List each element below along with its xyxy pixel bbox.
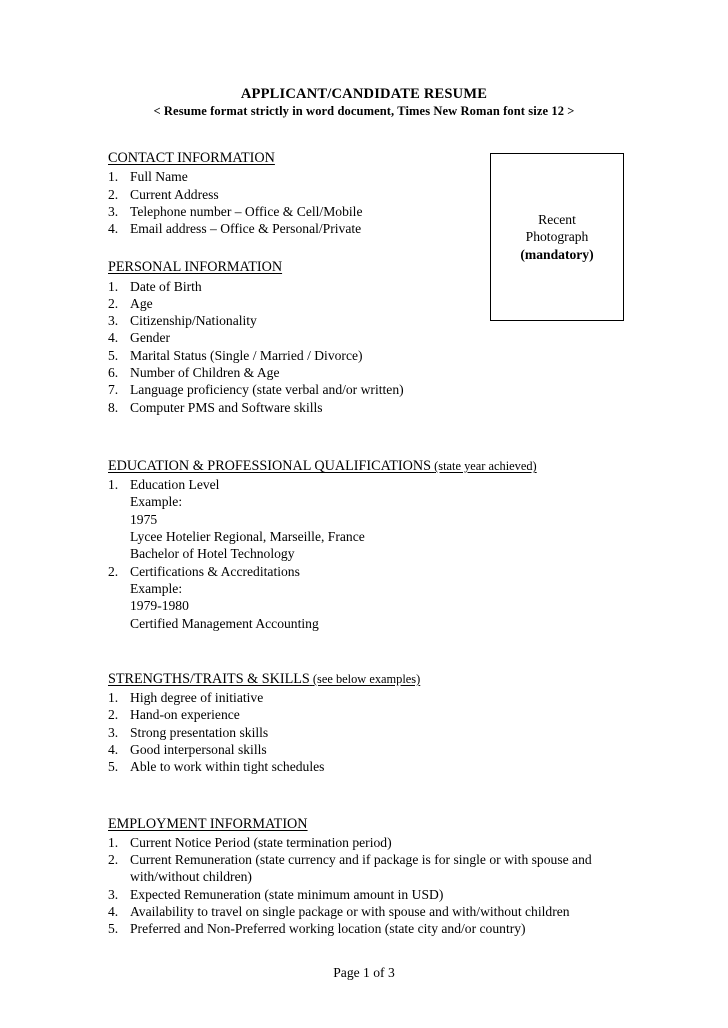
list-item-label: Preferred and Non-Preferred working location (state city and/or country) — [130, 921, 526, 937]
list-item — [108, 381, 628, 398]
list-item-number: 7. — [108, 382, 119, 398]
list-item — [108, 706, 628, 723]
list-item-label: Education Level — [130, 477, 220, 493]
section-heading-strengths-main: STRENGTHS/TRAITS & SKILLS — [108, 670, 310, 687]
list-item-number: 5. — [108, 759, 119, 775]
section-heading-personal-text: PERSONAL INFORMATION — [108, 259, 283, 276]
list-item — [108, 851, 628, 886]
list-item — [108, 364, 628, 381]
photo-box-mandatory-label: (mandatory) — [520, 246, 594, 262]
list-item — [108, 920, 628, 937]
section-heading-employment — [108, 816, 628, 833]
section-heading-personal — [108, 259, 628, 276]
list-item-sub-line: Certified Management Accounting — [130, 615, 319, 631]
employment-list — [108, 834, 628, 938]
list-item-number: 2. — [108, 563, 119, 579]
list-item — [108, 758, 628, 775]
section-spacer — [108, 654, 628, 671]
list-item-number: 1. — [108, 834, 119, 850]
list-item-label: Able to work within tight schedules — [130, 759, 325, 775]
list-item-number: 4. — [108, 903, 119, 919]
list-item-label: Number of Children & Age — [130, 365, 280, 381]
list-item-label: High degree of initiative — [130, 690, 264, 706]
section-heading-education-note: (state year achieved) — [434, 458, 537, 473]
page-footer: Page 1 of 3 — [333, 965, 395, 980]
list-item-sub-line: 1979-1980 — [130, 598, 189, 614]
list-item-sub-line: 1975 — [130, 511, 158, 527]
list-item-number: 1. — [108, 169, 119, 185]
list-item — [108, 278, 628, 295]
list-item — [108, 563, 628, 632]
section-spacer — [108, 438, 628, 458]
list-item — [108, 329, 628, 346]
list-item-sub-line: Lycee Hotelier Regional, Marseille, France — [130, 529, 365, 545]
list-item-number: 4. — [108, 741, 119, 757]
section-heading-employment-text: EMPLOYMENT INFORMATION — [108, 815, 308, 832]
list-item-number: 1. — [108, 690, 119, 706]
list-item-number: 5. — [108, 921, 119, 937]
list-item-label: Current Remuneration (state currency and if package is for single or with spouse and with/without children) — [130, 852, 592, 885]
section-spacer — [108, 798, 628, 816]
list-item — [108, 886, 628, 903]
list-item — [108, 741, 628, 758]
contact-information-list — [108, 168, 628, 237]
education-list — [108, 476, 628, 632]
document-subtitle: < Resume format strictly in word document, Times New Roman font size 12 > — [153, 104, 575, 118]
section-heading-contact-text: CONTACT INFORMATION — [108, 150, 275, 166]
section-employment-information — [108, 816, 628, 938]
section-heading-education-main: EDUCATION & PROFESSIONAL QUALIFICATIONS — [108, 457, 432, 474]
list-item-label: Certifications & Accreditations — [130, 563, 300, 579]
list-item — [108, 186, 628, 203]
list-item-label: Expected Remuneration (state minimum amount in USD) — [130, 886, 444, 902]
list-item-number: 2. — [108, 707, 119, 723]
list-item — [108, 203, 628, 220]
list-item-number: 5. — [108, 347, 119, 363]
list-item-label: Telephone number – Office & Cell/Mobile — [130, 203, 363, 219]
photo-box-line-1: Recent — [538, 212, 576, 227]
section-contact-information — [108, 150, 628, 237]
list-item-label: Computer PMS and Software skills — [130, 399, 323, 415]
list-item-label: Age — [130, 295, 153, 311]
list-item-number: 3. — [108, 886, 119, 902]
list-item-label: Strong presentation skills — [130, 724, 269, 740]
list-item-number: 3. — [108, 203, 119, 219]
list-item-label: Current Notice Period (state termination period) — [130, 834, 392, 850]
list-item — [108, 834, 628, 851]
list-item-number: 2. — [108, 852, 119, 868]
list-item-label: Hand-on experience — [130, 707, 240, 723]
list-item-label: Current Address — [130, 186, 219, 202]
list-item — [108, 295, 628, 312]
list-item — [108, 903, 628, 920]
list-item — [108, 347, 628, 364]
list-item-label: Availability to travel on single package or with spouse and with/without children — [130, 903, 570, 919]
list-item-label: Email address – Office & Personal/Private — [130, 221, 362, 237]
section-personal-information — [108, 259, 628, 416]
list-item-label: Citizenship/Nationality — [130, 313, 257, 329]
list-item-label: Language proficiency (state verbal and/or written) — [130, 382, 404, 398]
list-item-number: 2. — [108, 186, 119, 202]
list-item — [108, 724, 628, 741]
strengths-list — [108, 689, 628, 775]
list-item-sub-line: Example: — [130, 580, 183, 596]
list-item-sub-line: Bachelor of Hotel Technology — [130, 546, 295, 562]
document-body — [108, 150, 628, 960]
section-heading-strengths — [108, 671, 628, 688]
section-heading-education — [108, 458, 628, 475]
list-item-number: 4. — [108, 221, 119, 237]
list-item-number: 3. — [108, 724, 119, 740]
section-heading-strengths-note: (see below examples) — [312, 671, 421, 686]
section-heading-strengths-text — [108, 671, 420, 687]
list-item-number: 2. — [108, 295, 119, 311]
list-item-label: Gender — [130, 330, 171, 346]
list-item — [108, 220, 628, 237]
list-item — [108, 312, 628, 329]
section-heading-education-text — [108, 458, 537, 474]
list-item-label: Full Name — [130, 169, 188, 185]
list-item-label: Good interpersonal skills — [130, 741, 267, 757]
document-title: APPLICANT/CANDIDATE RESUME — [240, 86, 488, 102]
list-item-number: 1. — [108, 477, 119, 493]
list-item-number: 8. — [108, 399, 119, 415]
personal-information-list — [108, 278, 628, 416]
list-item-label: Date of Birth — [130, 278, 202, 294]
list-item-number: 6. — [108, 365, 119, 381]
list-item — [108, 399, 628, 416]
list-item-number: 4. — [108, 330, 119, 346]
list-item — [108, 689, 628, 706]
list-item — [108, 476, 628, 562]
section-strengths-traits-skills — [108, 671, 628, 776]
list-item-number: 1. — [108, 278, 119, 294]
photo-box-line-2: Photograph — [525, 229, 589, 245]
list-item — [108, 168, 628, 185]
list-item-label: Marital Status (Single / Married / Divorce) — [130, 347, 363, 363]
list-item-number: 3. — [108, 313, 119, 329]
section-education-qualifications — [108, 458, 628, 632]
list-item-sub-line: Example: — [130, 494, 183, 510]
section-heading-contact — [108, 150, 628, 167]
